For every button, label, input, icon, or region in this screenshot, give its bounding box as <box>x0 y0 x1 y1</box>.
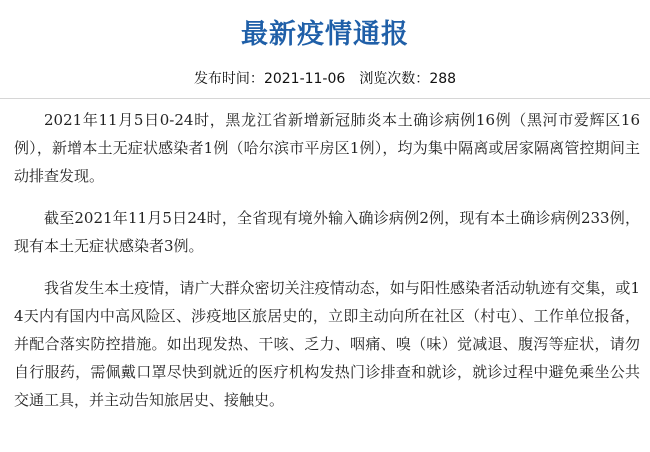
publish-time-value: 2021-11-06 <box>263 71 346 87</box>
article-meta <box>0 68 650 88</box>
view-count-label: 浏览次数： <box>359 71 430 87</box>
header-divider <box>0 98 650 99</box>
view-count-value: 288 <box>429 71 457 87</box>
article-title: 最新疫情通报 <box>241 19 409 50</box>
paragraph-cumulative-cases: 截至2021年11月5日24时，全省现有境外输入确诊病例2例，现有本土确诊病例233例，现有本土无症状感染者3例。 <box>14 209 640 255</box>
article-body <box>14 106 640 428</box>
paragraph-public-advice: 我省发生本土疫情，请广大群众密切关注疫情动态，如与阳性感染者活动轨迹有交集，或14天内有国内中高风险区、涉疫地区旅居史的，立即主动向所在社区（村屯）、工作单位报备，并配合落实防控措施。如出现发热、干咳、乏力、咽痛、嗅（味）觉减退、腹泻等症状，请勿自行服药，需佩戴口罩尽快到就近的医疗机构发热门诊排查和就诊，就诊过程中避免乘坐公共交通工具，并主动告知旅居史、接触史。 <box>14 279 640 409</box>
publish-time-label: 发布时间： <box>193 71 264 87</box>
paragraph-daily-cases: 2021年11月5日0-24时，黑龙江省新增新冠肺炎本土确诊病例16例（黑河市爱辉区16例），新增本土无症状感染者1例（哈尔滨市平房区1例），均为集中隔离或居家隔离管控期间主动排查发现。 <box>14 111 640 185</box>
